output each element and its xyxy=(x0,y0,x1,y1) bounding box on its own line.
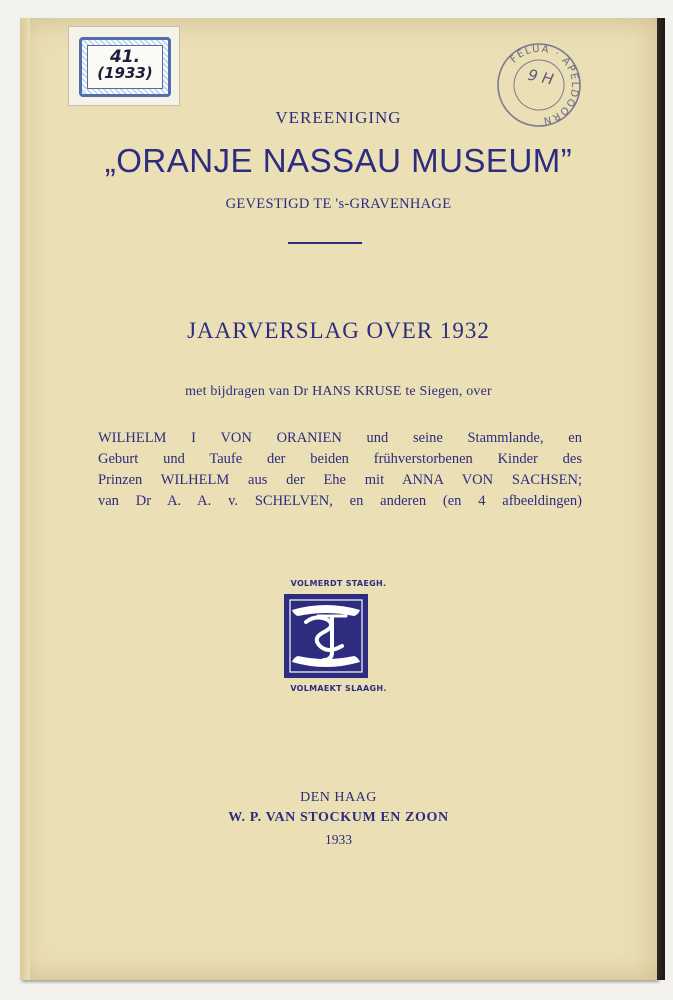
contents-description xyxy=(98,428,582,512)
imprint-publisher: W. P. VAN STOCKUM EN ZOON xyxy=(228,810,449,825)
catalogue-label xyxy=(68,26,180,106)
label-frame xyxy=(79,37,171,97)
divider xyxy=(288,242,362,244)
stamp-code: 9 H xyxy=(526,65,556,89)
printers-motto-bottom: VOLMAEKT SLAAGH. xyxy=(290,684,387,693)
seat-line: GEVESTIGD TE 's-GRAVENHAGE xyxy=(225,196,452,212)
description-line: WILHELM I VON ORANIEN und seine Stammlande, en xyxy=(98,430,582,446)
emblem-year: 1833 xyxy=(315,659,337,668)
contributions-intro: met bijdragen van Dr HANS KRUSE te Siegen, over xyxy=(185,384,492,399)
imprint-city: DEN HAAG xyxy=(300,790,377,805)
label-number: 41. xyxy=(109,47,141,67)
stamp-ring-text: FELUA · APELDOORN xyxy=(508,43,581,127)
label-year: (1933) xyxy=(97,64,153,82)
association-line: VEREENIGING xyxy=(275,108,402,127)
description-line: Geburt und Taufe der beiden frühverstorbenen Kinder des xyxy=(98,451,582,467)
printers-mark xyxy=(282,592,370,680)
imprint-year: 1933 xyxy=(325,832,352,847)
museum-name: „ORANJE NASSAU MUSEUM” xyxy=(104,142,573,179)
booklet-cover xyxy=(20,18,657,980)
page-edge xyxy=(657,18,665,980)
report-title: JAARVERSLAG OVER 1932 xyxy=(187,318,490,343)
printers-motto-top: VOLMERDT STAEGH. xyxy=(290,579,387,588)
description-line: van Dr A. A. v. SCHELVEN, en anderen (en 4 afbeeldingen) xyxy=(98,493,582,509)
label-inner xyxy=(87,45,163,89)
description-line: Prinzen WILHELM aus der Ehe mit ANNA VON SACHSEN; xyxy=(98,472,582,488)
